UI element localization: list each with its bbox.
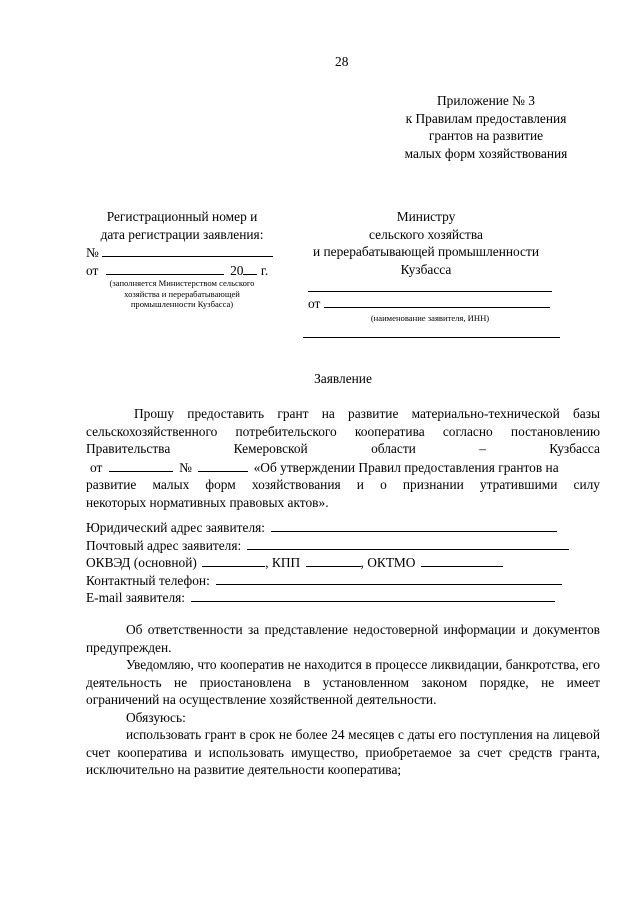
applicant-from-row [308, 294, 550, 313]
appendix-line-2: к Правилам предоставления [405, 110, 567, 126]
decree-number-field[interactable] [198, 458, 248, 472]
request-line-4 [86, 458, 600, 477]
appendix-header [380, 92, 592, 162]
registration-year-suffix: г. [260, 263, 269, 278]
registration-heading [86, 208, 278, 243]
request-paragraph [86, 405, 600, 511]
request-line-5: развитие малых форм хозяйствования и о признании утратившими силу [86, 477, 600, 492]
addressee-line-4: Кузбасса [400, 261, 452, 277]
appendix-line-3: грантов на развитие [428, 128, 544, 143]
addressee-line-2: сельского хозяйства [369, 226, 483, 242]
registration-date-label: от [86, 263, 99, 278]
applicant-name-line-3[interactable] [303, 337, 560, 338]
phone-row [86, 571, 562, 590]
registration-number-row [86, 243, 273, 262]
postal-address-row [86, 536, 569, 555]
registration-number-label: № [86, 245, 99, 260]
registration-line-2: дата регистрации заявления: [100, 226, 264, 242]
postal-address-field[interactable] [247, 536, 569, 550]
registration-date-field[interactable] [106, 261, 224, 275]
request-line-2: сельскохозяйственного потребительского кооператива согласно постановлению [86, 423, 600, 439]
kpp-label: , КПП [265, 555, 301, 570]
addressee-line-1: Министру [396, 209, 456, 224]
request-line-6: некоторых нормативных правовых актов». [86, 494, 329, 510]
request-word-5: Кузбасса [549, 441, 600, 456]
codes-row [86, 553, 503, 572]
request-line-3 [86, 440, 600, 458]
kpp-field[interactable] [306, 553, 361, 567]
registration-date-row [86, 261, 268, 280]
addressee-line-3: и перерабатывающей промышленности [312, 244, 540, 259]
registration-note-2: хозяйства и перерабатывающей [124, 288, 240, 299]
legal-address-row [86, 518, 557, 537]
legal-address-field[interactable] [271, 518, 557, 532]
request-line-1: Прошу предоставить грант на развитие материально-технической базы [134, 406, 600, 421]
request-number-label: № [179, 459, 192, 475]
applicant-name-line-1[interactable] [308, 291, 552, 292]
body-text [86, 621, 600, 779]
okved-field[interactable] [202, 553, 265, 567]
registration-year-prefix: 20 [230, 263, 244, 278]
request-word-2: Кемеровской [233, 441, 308, 456]
legal-address-label: Юридический адрес заявителя: [86, 520, 266, 535]
applicant-name-field[interactable] [324, 294, 550, 308]
applicant-note: (наименование заявителя, ИНН) [370, 313, 490, 323]
email-row [86, 588, 555, 607]
body-paragraph-2: Уведомляю, что кооператив не находится в процессе ликвидации, банкротства, его деятельность не приостановлена в установленном законом порядке, не имеет ограничений на осуществление хозяйственной деятельности. [86, 657, 600, 707]
body-paragraph-4: использовать грант в срок не более 24 месяцев с даты его поступления на лицевой счет кооператива и использовать имущество, приобретаемое за счет средств гранта, исключительно на развитие деятельности кооператива; [86, 727, 600, 777]
oktmo-label: , ОКТМО [360, 555, 416, 570]
registration-note-1: (заполняется Министерством сельского [109, 278, 255, 288]
body-paragraph-1: Об ответственности за представление недостоверной информации и документов предупрежден. [86, 622, 600, 655]
request-from-label: от [90, 459, 103, 475]
decree-date-field[interactable] [109, 458, 173, 472]
request-word-3: области [371, 441, 416, 456]
phone-field[interactable] [216, 571, 562, 585]
request-word-1: Правительства [86, 441, 171, 456]
email-field[interactable] [191, 588, 555, 602]
body-paragraph-3: Обязуюсь: [126, 709, 186, 725]
phone-label: Контактный телефон: [86, 573, 210, 588]
page-number: 28 [335, 54, 349, 69]
appendix-line-1: Приложение № 3 [436, 93, 536, 108]
okved-label: ОКВЭД (основной) [86, 555, 197, 570]
addressee [296, 208, 556, 278]
request-word-4: – [479, 441, 486, 456]
applicant-from-label: от [308, 296, 321, 311]
registration-note-3: промышленности Кузбасса) [130, 299, 234, 310]
request-decree-title: «Об утверждении Правил предоставления грантов на [253, 459, 559, 475]
registration-note [86, 278, 278, 310]
email-label: E-mail заявителя: [86, 590, 186, 605]
registration-number-field[interactable] [102, 243, 273, 257]
postal-address-label: Почтовый адрес заявителя: [86, 538, 242, 553]
document-title: Заявление [314, 371, 372, 386]
registration-year-field[interactable] [243, 261, 257, 275]
oktmo-field[interactable] [421, 553, 503, 567]
appendix-line-4: малых форм хозяйствования [404, 145, 568, 161]
registration-line-1: Регистрационный номер и [106, 209, 258, 224]
